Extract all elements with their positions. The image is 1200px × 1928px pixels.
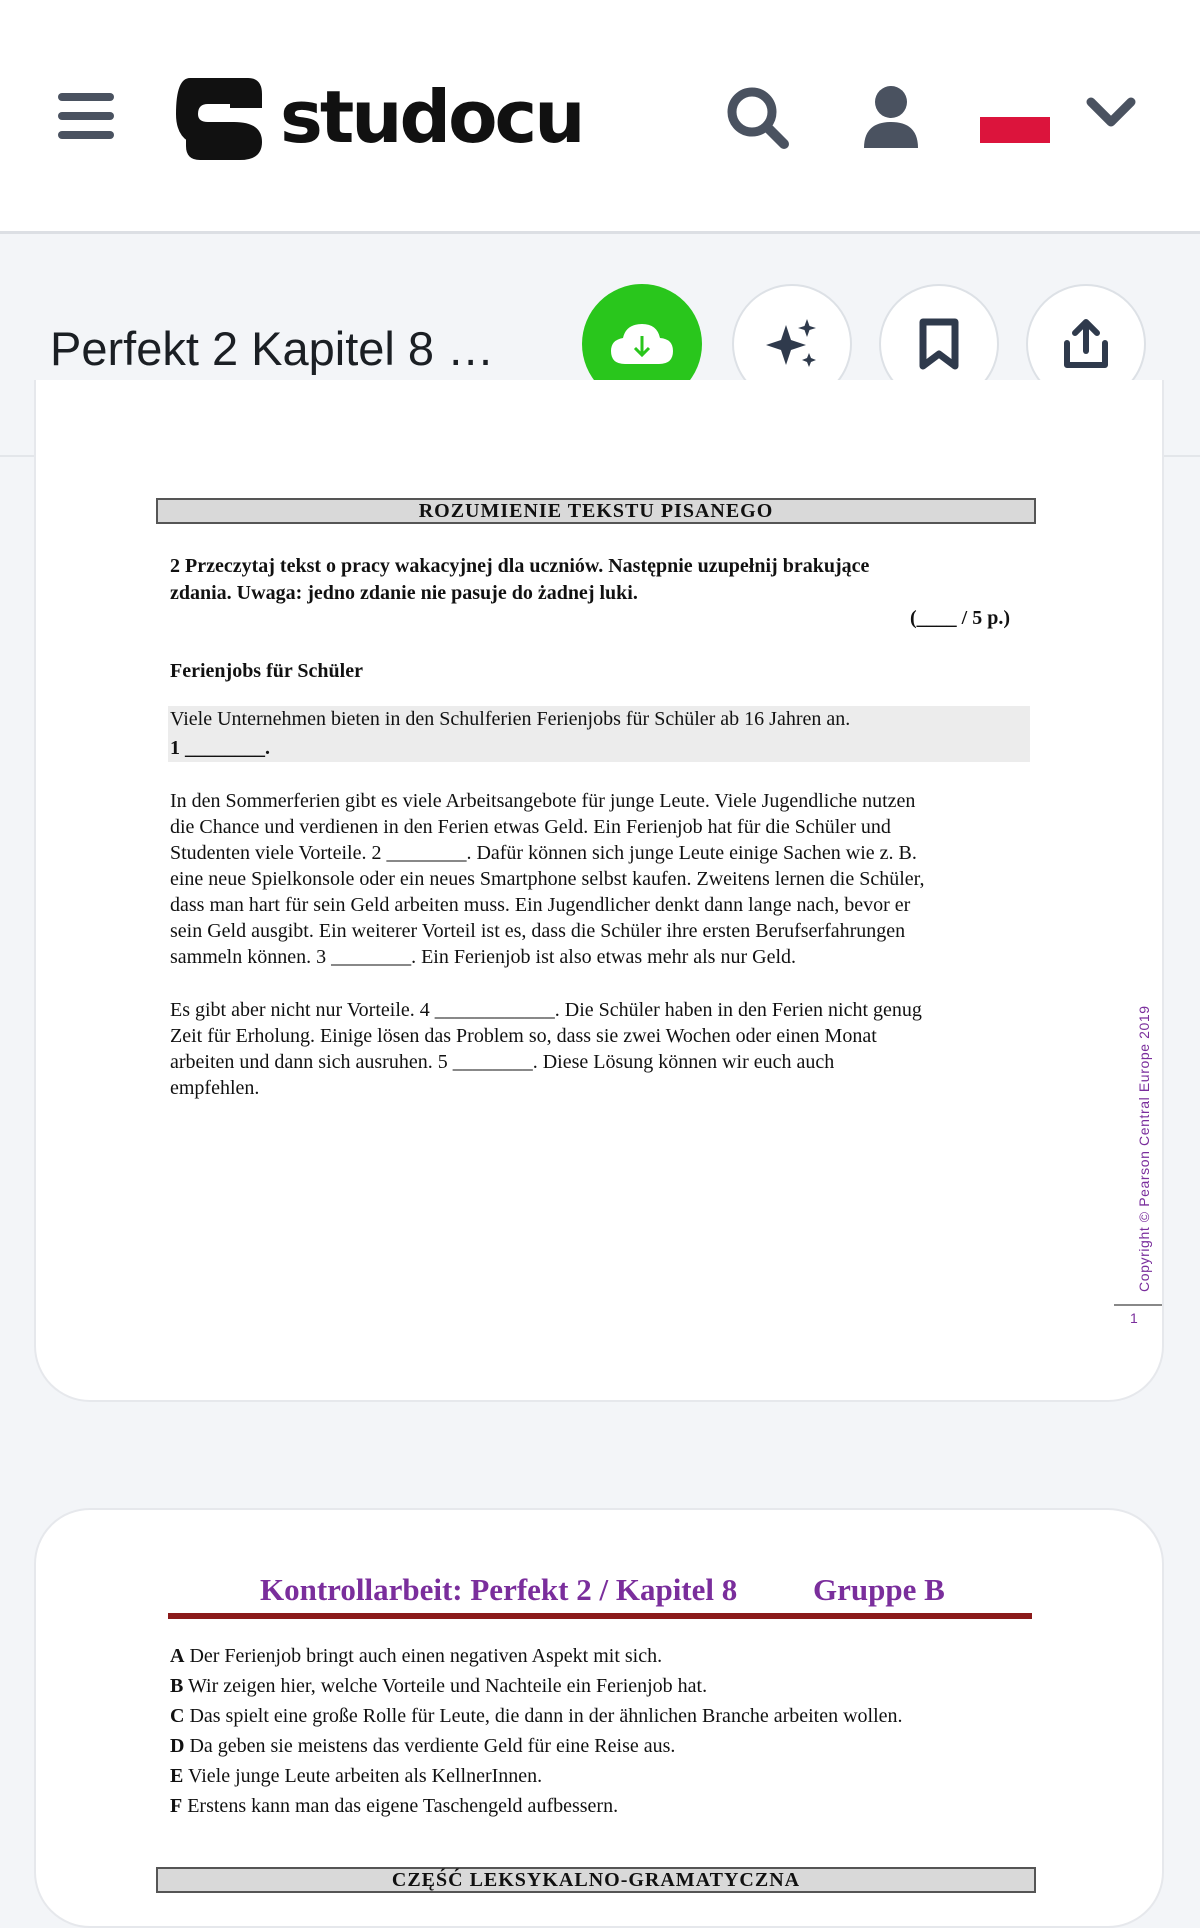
logo-text: studocu (280, 75, 583, 159)
paragraph-1 (170, 788, 1032, 970)
paragraph-line: In den Sommerferien gibt es viele Arbeitsangebote für junge Leute. Viele Jugendliche nutzen (170, 790, 916, 812)
top-navigation (0, 0, 1200, 234)
menu-icon[interactable] (58, 93, 114, 141)
sparkle-icon (764, 317, 820, 371)
paragraph-line: sein Geld ausgibt. Ein weiterer Vorteil ist es, dass die Schüler ihre ersten Berufserfahrungen (170, 920, 906, 942)
paragraph-2 (170, 997, 1032, 1101)
task-line-2: zdania. Uwaga: jedno zdanie nie pasuje do żadnej luki. (170, 582, 638, 604)
option-item: E Viele junge Leute arbeiten als KellnerInnen. (170, 1765, 543, 1787)
text-title: Ferienjobs für Schüler (170, 660, 363, 682)
paragraph-line: eine neue Spielkonsole oder ein neues Smartphone selbst kaufen. Zweitens lernen die Schüler, (170, 868, 925, 890)
divider (1114, 1304, 1162, 1306)
section-header-reading: ROZUMIENIE TEKSTU PISANEGO (156, 498, 1036, 524)
section-header-grammar: CZĘŚĆ LEKSYKALNO-GRAMATYCZNA (156, 1867, 1036, 1893)
bookmark-icon (917, 318, 961, 370)
option-item: A Der Ferienjob bringt auch einen negativen Aspekt mit sich. (170, 1645, 663, 1667)
heading-group: Gruppe B (813, 1572, 945, 1607)
intro-line-2: 1 ________. (170, 737, 270, 759)
option-item: B Wir zeigen hier, welche Vorteile und Nachteile ein Ferienjob hat. (170, 1675, 708, 1697)
task-instruction (170, 553, 990, 607)
paragraph-line: dass man hart für sein Geld arbeiten muss. Ein Jugendlicher denkt dann lange nach, bevor er (170, 894, 911, 916)
page-heading (170, 1572, 1032, 1612)
share-icon (1061, 317, 1111, 371)
flag-icon[interactable] (980, 117, 1050, 143)
intro-line-1: Viele Unternehmen bieten in den Schulferien Ferienjobs für Schüler ab 16 Jahren an. (170, 708, 851, 730)
page-number: 1 (1130, 1310, 1138, 1326)
option-item: F Erstens kann man das eigene Taschengeld aufbessern. (170, 1795, 619, 1817)
paragraph-line: die Chance und verdienen in den Ferien etwas Geld. Ein Ferienjob hat für die Schüler und (170, 816, 891, 838)
heading-title: Kontrollarbeit: Perfekt 2 / Kapitel 8 (260, 1572, 738, 1607)
paragraph-line: empfehlen. (170, 1077, 260, 1099)
studocu-logo[interactable] (170, 68, 582, 166)
search-icon[interactable] (724, 84, 790, 150)
option-item: D Da geben sie meistens das verdiente Geld für eine Reise aus. (170, 1735, 676, 1757)
paragraph-line: arbeiten und dann sich ausruhen. 5 ________. Diese Lösung können wir euch auch (170, 1051, 835, 1073)
paragraph-line: Zeit für Erholung. Einige lösen das Problem so, dass sie zwei Wochen oder einen Monat (170, 1025, 877, 1047)
option-item: C Das spielt eine große Rolle für Leute, die dann in der ähnlichen Branche arbeiten wollen. (170, 1705, 903, 1727)
document-title: Perfekt 2 Kapitel 8 … (50, 322, 495, 375)
studocu-logo-mark (170, 68, 268, 166)
paragraph-line: Studenten viele Vorteile. 2 ________. Dafür können sich junge Leute einige Sachen wie z. B. (170, 842, 917, 864)
download-cloud-icon (609, 320, 675, 368)
user-icon[interactable] (862, 84, 920, 150)
points-field: (____ / 5 p.) (910, 607, 1010, 629)
heading-rule (168, 1613, 1032, 1619)
paragraph-line: sammeln können. 3 ________. Ein Ferienjob ist also etwas mehr als nur Geld. (170, 946, 797, 968)
task-line-1: 2 Przeczytaj tekst o pracy wakacyjnej dla uczniów. Następnie uzupełnij brakujące (170, 555, 870, 577)
copyright-note: Copyright © Pearson Central Europe 2019 (1136, 1005, 1152, 1292)
paragraph-line: Es gibt aber nicht nur Vorteile. 4 ____________. Die Schüler haben in den Ferien nicht genug (170, 999, 922, 1021)
chevron-down-icon[interactable] (1086, 96, 1136, 130)
